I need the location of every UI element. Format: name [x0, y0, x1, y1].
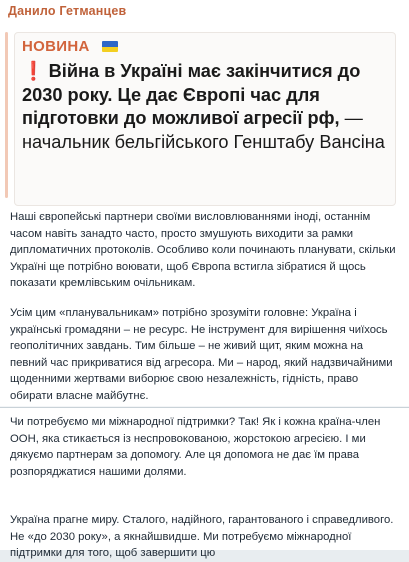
post-paragraph-1: Наші європейські партнери своїми висловлюваннями іноді, останнім часом навіть занадто часто, просто змушують виходити за рамки дипломатичних протоколів. Особливо коли починають планувати, скільки Україні ще потрібно воювати, щоб Європа встигла зібратися й щось показати кремлівським очільникам. — [10, 211, 396, 290]
card-accent-bar — [5, 32, 8, 198]
exclamation-icon: ❗ — [22, 61, 45, 81]
headline-source-text: — начальник бельгійського Генштабу Вансіна — [22, 108, 385, 152]
headline-bold-text: Війна в Україні має закінчитися до 2030 року. Це дає Європі час для підготовки до можливої агресії рф, — [22, 61, 361, 128]
news-headline — [22, 60, 390, 154]
post-paragraph-3: Чи потребуємо ми міжнародної підтримки? Так! Як і кожна країна-член ООН, яка стикається із неспровокованою, жорстокою агресією. І ми дякуємо партнерам за допомогу. Але ця допомога не дає їм права розпоряджатися нашими долями. — [10, 416, 381, 478]
news-label: НОВИНА — [22, 38, 90, 55]
post-paragraph-4: Україна прагне миру. Сталого, надійного, гарантованого і справедливого. Не «до 2030 року», а якнайшвидше. Ми потребуємо міжнародної підтримки для того, щоб завершити цю — [10, 514, 394, 560]
ukraine-flag-icon — [102, 41, 118, 52]
post-paragraph-2: Усім цим «планувальникам» потрібно зрозуміти головне: Україна і українські громадяни – не ресурс. Не інструмент для вирішення чиїхось геополітичних завдань. Тим більше – не живий щит, яким можна на певний час прикриватися від агресора. Ми – народ, який надзвичайними щоденними жертвами виборює свою незалежність, гідність, право обирати власне майбутнє. — [10, 307, 393, 402]
post-author-name[interactable]: Данило Гетманцев — [8, 4, 127, 18]
